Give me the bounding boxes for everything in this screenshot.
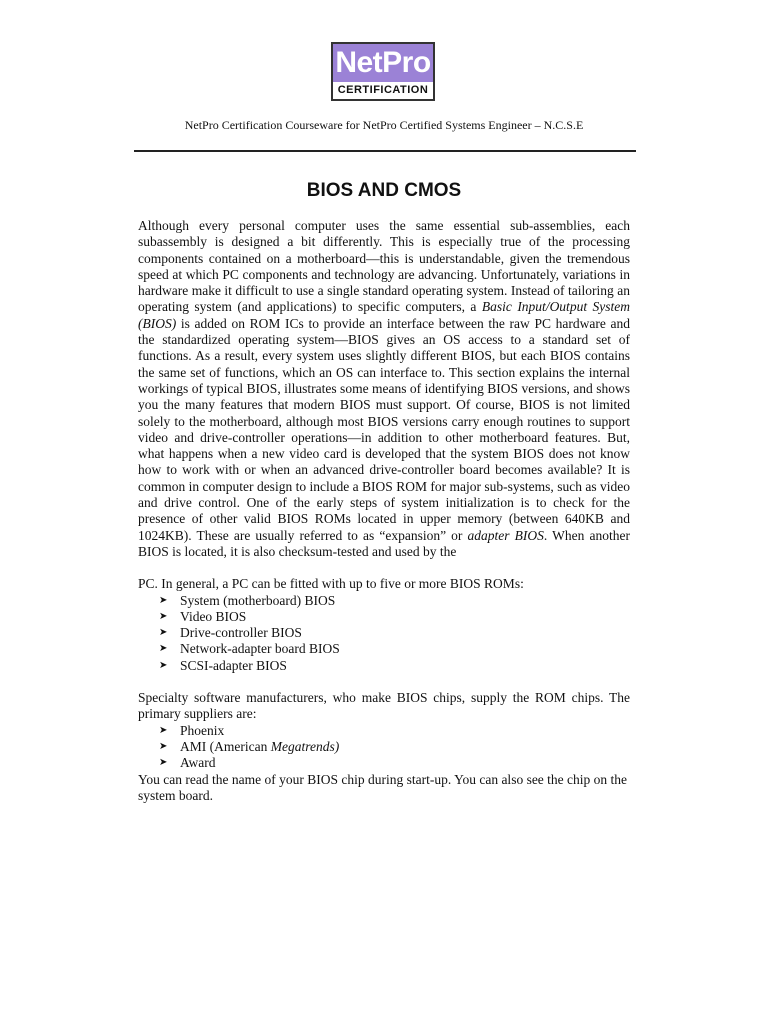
page-title: BIOS AND CMOS (306, 180, 462, 201)
logo-brand: NetPro (333, 44, 433, 82)
list-item: ➤ SCSI-adapter BIOS (159, 657, 287, 673)
intro-paragraph: Although every personal computer uses the same essential sub-assemblies, each subassembly is designed a bit differently. This is especially true of the processing components contained on a motherboard—this is understandable, given the tremendous speed at which PC components and technology are advancing. Unfortunately, variations in hardware make it difficult to use a single standard operating system. Instead of tailoring an operating system (and applications) to specific computers, a Basic Input/Output System (BIOS) is added on ROM ICs to provide an interface between the raw PC hardware and the standardized operating system—BIOS gives an OS access to a standard set of functions. As a result, every system uses slightly different BIOS, but each BIOS contains the same set of functions, which an OS can interface to. This section explains the internal workings of typical BIOS, illustrates some means of identifying BIOS versions, and shows you the many features that modern BIOS must support. Of course, BIOS is not limited solely to the motherboard, although most BIOS versions carry enough routines to support video and drive-controller operations—in addition to other motherboard features. But, what happens when a new video card is developed that the system BIOS does not know how to work with or when an advanced drive-controller board becomes available? It is common in computer design to include a BIOS ROM for major sub-systems, such as video and drive control. One of the early steps of system initialization is to check for the presence of other valid BIOS ROMs located in upper memory (between 640KB and 1024KB). These are usually referred to as “expansion” or adapter BIOS. When another BIOS is located, it is also checksum-tested and used by the (138, 218, 630, 559)
netpro-logo (331, 42, 435, 101)
header-divider (134, 150, 636, 152)
bullet-arrow-icon: ➤ (159, 643, 168, 655)
courseware-header: NetPro Certification Courseware for NetPro Certified Systems Engineer – N.C.S.E (184, 118, 584, 132)
closing-paragraph: You can read the name of your BIOS chip during start-up. You can also see the chip on the system board. (138, 771, 628, 803)
bullet-arrow-icon: ➤ (159, 757, 168, 769)
list-item: ➤ System (motherboard) BIOS (159, 592, 336, 608)
bullet-arrow-icon: ➤ (159, 627, 168, 639)
bullet-arrow-icon: ➤ (159, 610, 168, 622)
list-item: ➤ Drive-controller BIOS (159, 625, 302, 641)
bios-roms-intro: PC. In general, a PC can be fitted with up to five or more BIOS ROMs: (138, 576, 524, 592)
list-item: ➤ Phoenix (159, 722, 225, 738)
supplier-list (138, 723, 630, 772)
bullet-arrow-icon: ➤ (159, 659, 168, 671)
bullet-arrow-icon: ➤ (159, 740, 168, 752)
list-item: ➤ AMI (American Megatrends) (159, 738, 340, 754)
list-item: ➤ Network-adapter board BIOS (159, 641, 340, 657)
suppliers-intro: Specialty software manufacturers, who make BIOS chips, supply the ROM chips. The primary suppliers are: (138, 690, 630, 722)
list-item: ➤ Award (159, 755, 216, 771)
list-item: ➤ Video BIOS (159, 608, 247, 624)
bullet-arrow-icon: ➤ (159, 724, 168, 736)
bios-rom-list (138, 593, 630, 674)
logo-subtitle: CERTIFICATION (337, 84, 429, 96)
document-body (138, 218, 630, 804)
bullet-arrow-icon: ➤ (159, 594, 168, 606)
